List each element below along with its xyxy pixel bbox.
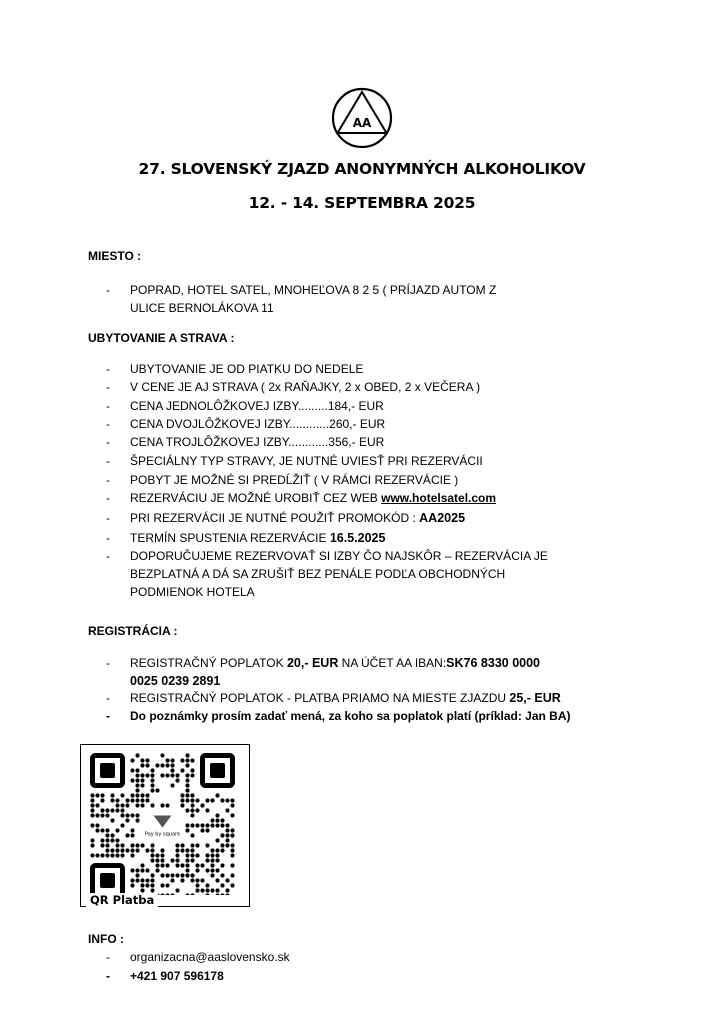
list-dash: - — [106, 531, 110, 545]
fee1-text: REGISTRAČNÝ POPLATOK — [130, 656, 287, 670]
list-dash: - — [106, 473, 110, 487]
qr-payment-box — [80, 744, 250, 907]
fee1-mid: NA ÚČET AA IBAN: — [338, 656, 447, 670]
registracia-label: REGISTRÁCIA : — [88, 624, 178, 638]
list-dash: - — [106, 283, 110, 297]
iban-part1: SK76 8330 0000 — [446, 656, 541, 670]
info-label: INFO : — [88, 932, 124, 946]
recommend-line2: BEZPLATNÁ A DÁ SA ZRUŠIŤ BEZ PENÁLE PODĽA OBCHODNÝCH — [130, 567, 506, 581]
fee2-amount: 25,- EUR — [509, 691, 561, 705]
fee2-text: REGISTRAČNÝ POPLATOK - PLATBA PRIAMO NA MIESTE ZJAZDU — [130, 691, 510, 705]
qr-center-text: Pay by square — [144, 831, 181, 838]
ubytovanie-item: UBYTOVANIE JE OD PIATKU DO NEDELE — [130, 362, 364, 376]
qr-label: QR Platba — [86, 893, 158, 907]
recommend-line3: PODMIENOK HOTELA — [130, 585, 255, 599]
logo-letters: AA — [352, 116, 372, 130]
recommend-line1: DOPORUČUJEME REZERVOVAŤ SI IZBY ČO NAJSKÔR – REZERVÁCIA JE — [130, 549, 548, 563]
fee1-amount: 20,- EUR — [286, 656, 339, 670]
info-email[interactable]: organizacna@aaslovensko.sk — [130, 950, 290, 964]
list-dash: - — [106, 417, 110, 431]
aa-logo-icon — [331, 87, 393, 149]
ubytovanie-item: CENA TROJLÔŽKOVEJ IZBY............356,- EUR — [130, 435, 385, 449]
list-dash: - — [106, 399, 110, 413]
web-text: REZERVÁCIU JE MOŽNÉ UROBIŤ CEZ WEB — [130, 491, 382, 505]
start-date: 16.5.2025 — [329, 531, 386, 545]
list-dash: - — [106, 454, 110, 468]
list-dash: - — [106, 969, 110, 983]
miesto-line2: ULICE BERNOLÁKOVA 11 — [130, 301, 274, 315]
hotel-website-link[interactable]: www.hotelsatel.com — [381, 491, 497, 505]
list-dash: - — [106, 362, 110, 376]
ubytovanie-item: ŠPECIÁLNY TYP STRAVY, JE NUTNÉ UVIESŤ PRI REZERVÁCII — [130, 454, 483, 468]
miesto-label: MIESTO : — [88, 249, 142, 263]
ubytovanie-item: CENA JEDNOLÔŽKOVEJ IZBY.........184,- EUR — [130, 399, 384, 413]
ubytovanie-item: CENA DVOJLÔŽKOVEJ IZBY............260,- EUR — [130, 417, 386, 431]
list-dash: - — [106, 435, 110, 449]
page-title: 27. SLOVENSKÝ ZJAZD ANONYMNÝCH ALKOHOLIKOV — [138, 160, 586, 178]
qr-code — [89, 753, 235, 895]
payment-note: Do poznámky prosím zadať mená, za koho sa poplatok platí (príklad: Jan BA) — [130, 709, 571, 723]
list-dash: - — [106, 709, 110, 723]
iban-part2: 0025 0239 2891 — [130, 674, 221, 688]
ubytovanie-label: UBYTOVANIE A STRAVA : — [88, 331, 235, 345]
ubytovanie-item: POBYT JE MOŽNÉ SI PREDĹŽIŤ ( V RÁMCI REZERVÁCIE ) — [130, 473, 459, 487]
promo-text: PRI REZERVÁCII JE NUTNÉ POUŽIŤ PROMOKÓD : — [130, 511, 420, 525]
list-dash: - — [106, 656, 110, 670]
list-dash: - — [106, 491, 110, 505]
promo-code: AA2025 — [419, 511, 466, 525]
list-dash: - — [106, 549, 110, 563]
info-phone[interactable]: +421 907 596178 — [130, 969, 224, 983]
miesto-line1: POPRAD, HOTEL SATEL, MNOHEĽOVA 8 2 5 ( PRÍJAZD AUTOM Z — [130, 283, 497, 297]
list-dash: - — [106, 691, 110, 705]
list-dash: - — [106, 380, 110, 394]
list-dash: - — [106, 950, 110, 964]
list-dash: - — [106, 511, 110, 525]
event-dates: 12. - 14. SEPTEMBRA 2025 — [248, 194, 476, 212]
ubytovanie-item: V CENE JE AJ STRAVA ( 2x RAŇAJKY, 2 x OBED, 2 x VEČERA ) — [130, 380, 481, 394]
start-text: TERMÍN SPUSTENIA REZERVÁCIE — [130, 531, 330, 545]
